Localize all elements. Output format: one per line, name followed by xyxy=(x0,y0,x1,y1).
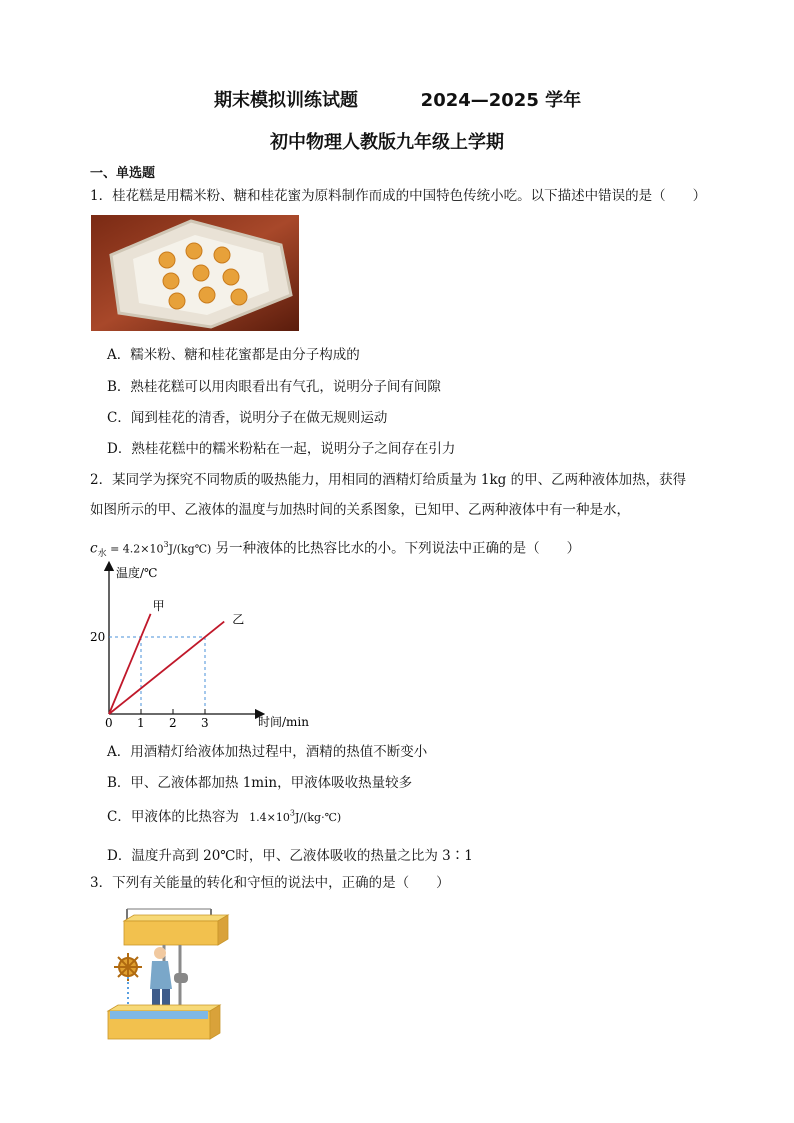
x-axis-label: 时间/min xyxy=(258,715,309,729)
formula-exponent: 3 xyxy=(163,540,169,549)
series-line-1 xyxy=(109,622,224,714)
x-tick-label-1: 1 xyxy=(137,716,145,730)
temperature-time-chart xyxy=(88,560,328,732)
question-2-stem-line2: 如图所示的甲、乙液体的温度与加热时间的关系图象，已知甲、乙两种液体中有一种是水， xyxy=(90,502,630,518)
y-tick-label-0: 20 xyxy=(90,630,106,644)
formula-unit: J/(kg℃) xyxy=(168,542,212,556)
question-2-stem-rest: 另一种液体的比热容比水的小。下列说法中正确的是（ ） xyxy=(215,540,581,557)
question-2-option-d[interactable]: D．温度升高到 20℃时，甲、乙液体吸收的热量之比为 3∶1 xyxy=(107,848,473,864)
formula-symbol: c xyxy=(90,540,98,557)
perpetual-motion-machine-figure xyxy=(100,905,236,1051)
option-c-unit: J/(kg·℃) xyxy=(294,811,342,824)
exam-title-line1: 期末模拟训练试题 2024—2025 学年 xyxy=(214,90,582,111)
question-3-stem: 3．下列有关能量的转化和守恒的说法中，正确的是（ ） xyxy=(90,875,450,891)
y-axis-label: 温度/℃ xyxy=(116,566,158,580)
question-1-option-d[interactable]: D．熟桂花糕中的糯米粉粘在一起，说明分子之间存在引力 xyxy=(107,441,456,457)
question-1-option-b[interactable]: B．熟桂花糕可以用肉眼看出有气孔，说明分子间有间隙 xyxy=(107,379,441,395)
series-label-1: 乙 xyxy=(232,612,245,627)
question-2-option-c[interactable] xyxy=(107,805,341,825)
x-tick-label-3: 3 xyxy=(201,716,209,730)
option-c-prefix: C．甲液体的比热容为 xyxy=(107,809,239,825)
formula-subscript: 水 xyxy=(97,549,107,560)
question-2-stem-line1: 2．某同学为探究不同物质的吸热能力，用相同的酒精灯给质量为 1kg 的甲、乙两种液体加热，获得 xyxy=(90,472,687,488)
x-tick-label-2: 2 xyxy=(169,716,177,730)
question-2-option-a[interactable]: A．用酒精灯给液体加热过程中，酒精的热值不断变小 xyxy=(107,744,428,760)
option-c-exponent: 3 xyxy=(289,808,295,818)
series-line-0 xyxy=(109,614,151,714)
question-1-option-c[interactable]: C．闻到桂花的清香，说明分子在做无规则运动 xyxy=(107,410,388,426)
formula-equal: = 4.2×10 xyxy=(106,542,164,556)
x-tick-label-0: 0 xyxy=(105,716,113,730)
section-heading: 一、单选题 xyxy=(90,166,156,181)
question-1-stem: 1．桂花糕是用糯米粉、糖和桂花蜜为原料制作而成的中国特色传统小吃。以下描述中错误的是（ ） xyxy=(90,188,707,204)
exam-title-line2: 初中物理人教版九年级上学期 xyxy=(270,132,504,153)
osmanthus-cake-photo xyxy=(91,215,299,331)
question-1-option-a[interactable]: A．糯米粉、糖和桂花蜜都是由分子构成的 xyxy=(107,347,360,363)
option-c-value: 1.4×10 xyxy=(249,811,290,824)
series-label-0: 甲 xyxy=(152,598,165,613)
question-2-option-b[interactable]: B．甲、乙液体都加热 1min，甲液体吸收热量较多 xyxy=(107,775,413,791)
